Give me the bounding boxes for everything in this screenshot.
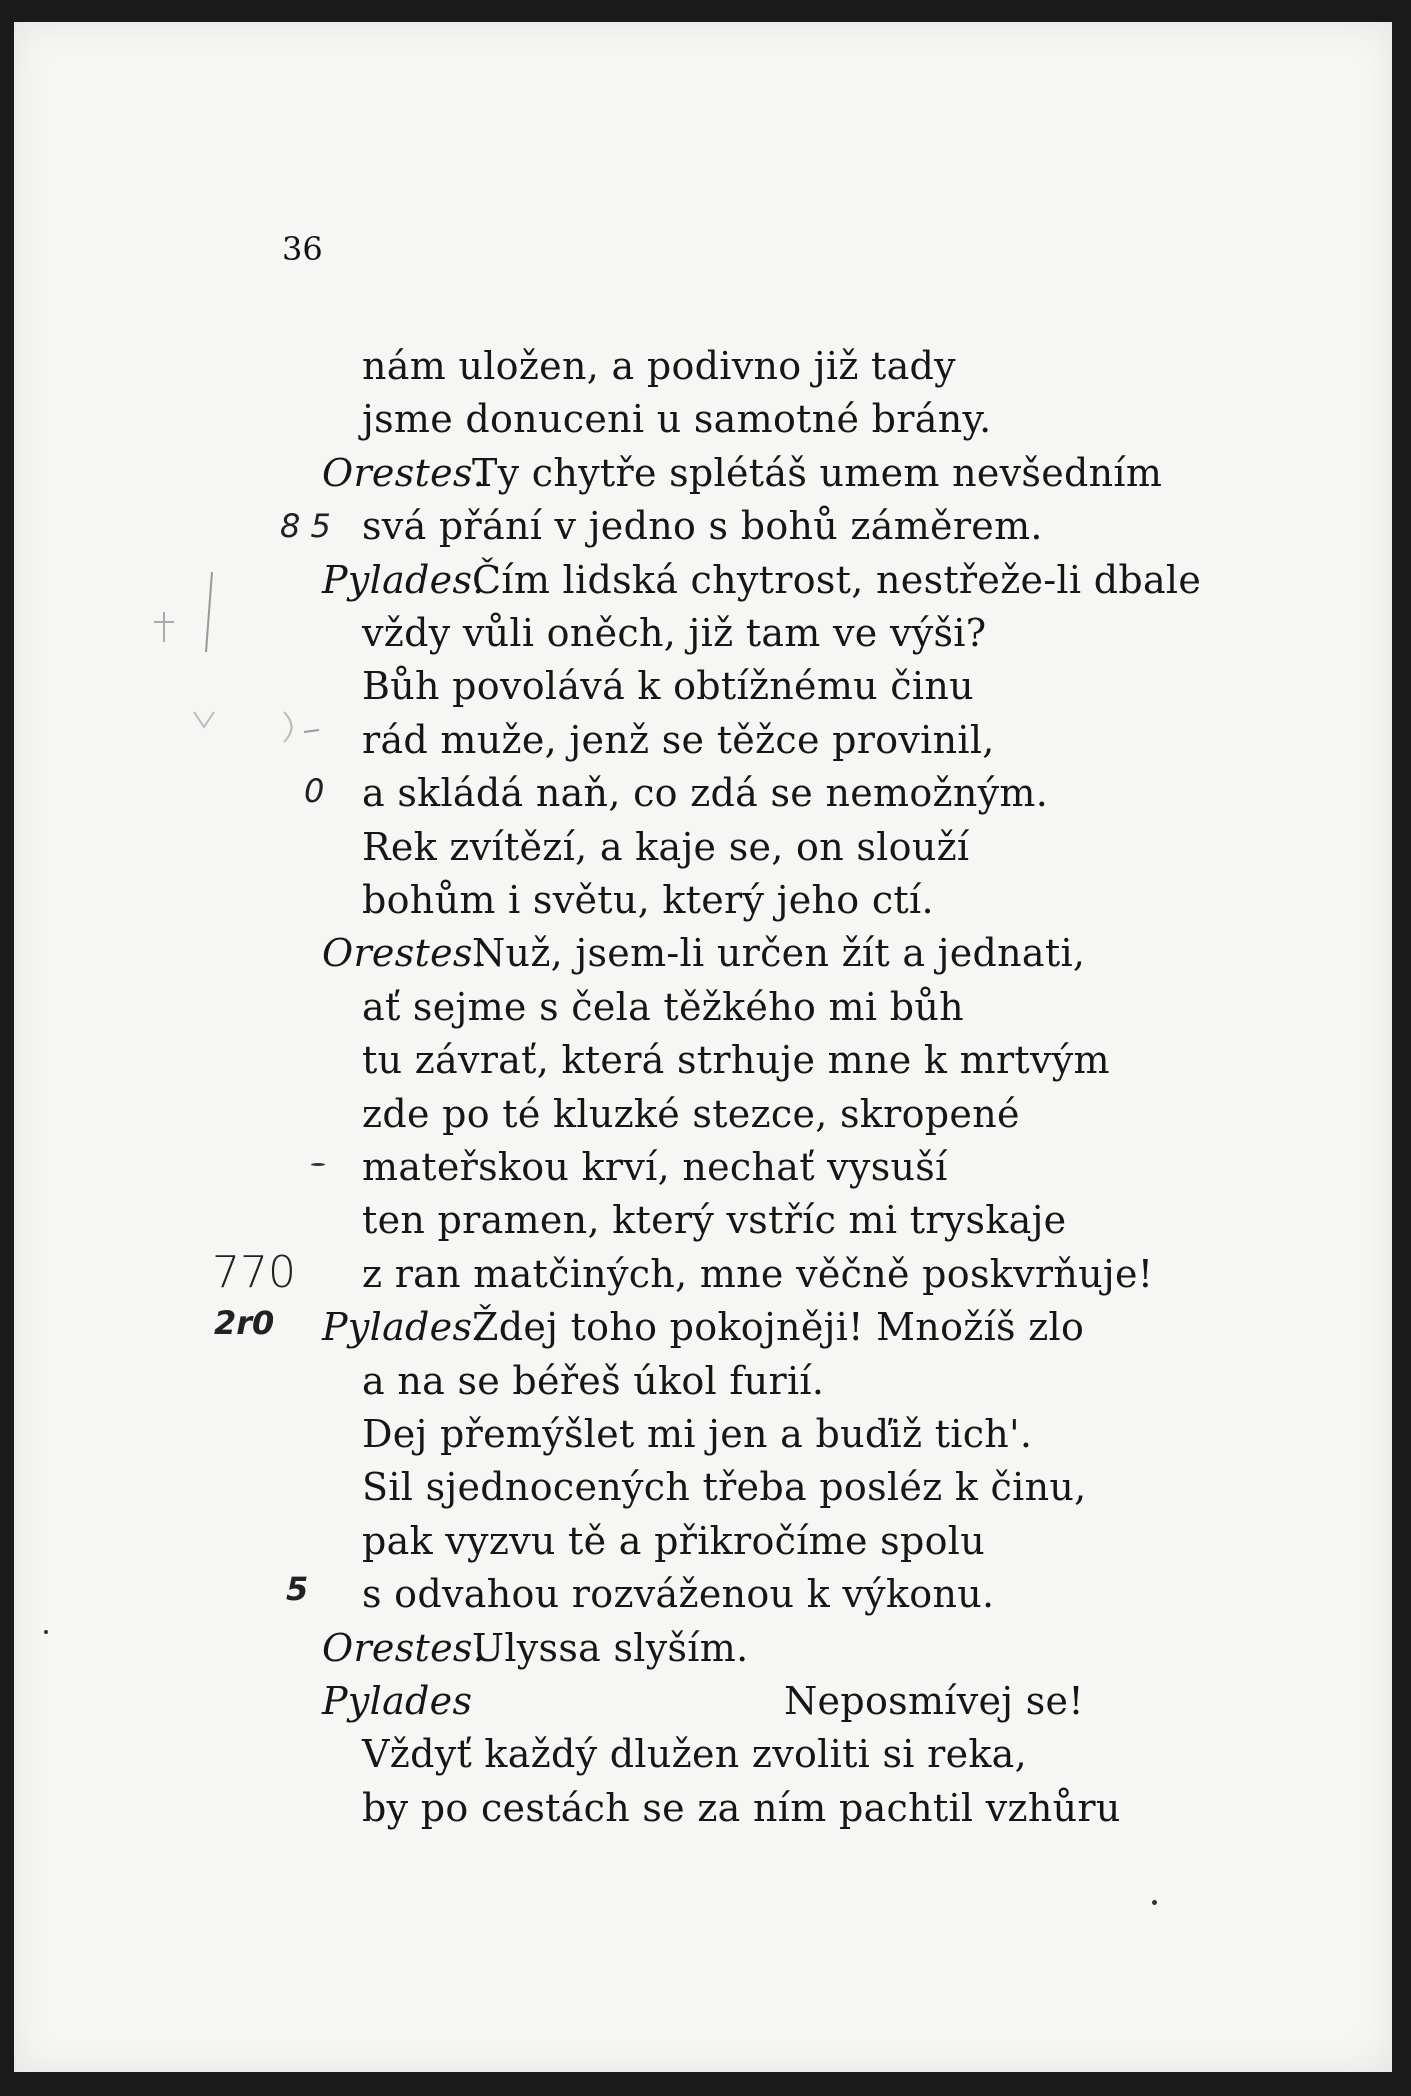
verse-line: s odvahou rozváženou k výkonu. xyxy=(362,1572,995,1617)
verse-line: by po cestách se za ním pachtil vzhůru xyxy=(362,1785,1121,1830)
speaker-label: Pylades. xyxy=(322,1305,485,1350)
verse-line: z ran matčiných, mne věčně poskvrňuje! xyxy=(362,1251,1154,1296)
pencil-marks xyxy=(134,562,334,762)
verse-line: ten pramen, který vstříc mi tryskaje xyxy=(362,1198,1067,1243)
margin-note-1: 8 5 xyxy=(280,507,331,545)
verse-line: Bůh povolává k obtížnému činu xyxy=(362,664,974,709)
margin-note-4: 2r0 xyxy=(214,1304,275,1342)
verse-line: jsme donuceni u samotné brány. xyxy=(362,397,992,442)
speck xyxy=(44,1630,48,1634)
verse-line: Rek zvítězí, a kaje se, on slouží xyxy=(362,824,970,869)
speaker-label: Orestes. xyxy=(322,931,486,976)
speaker-label: Pylades xyxy=(322,1679,473,1723)
verse-line: a na se béřeš úkol furií. xyxy=(362,1358,825,1403)
verse-line: Sil sjednocených třeba posléz k činu, xyxy=(362,1465,1087,1510)
verse-line: mateřskou krví, nechať vysuší xyxy=(362,1145,948,1189)
verse-line: a skládá naň, co zdá se nemožným. xyxy=(362,771,1049,816)
verse-line: pak vyzvu tě a přikročíme spolu xyxy=(362,1518,986,1563)
verse-line: Vždyť každý dlužen zvoliti si reka, xyxy=(362,1732,1028,1777)
speck xyxy=(311,1163,325,1166)
verse-line: Dej přemýšlet mi jen a buďiž tich'. xyxy=(362,1412,1033,1456)
verse-line: svá přání v jedno s bohů záměrem. xyxy=(362,504,1043,549)
verse-line: nám uložen, a podivno již tady xyxy=(362,344,956,388)
verse-line: Ulyssa slyším. xyxy=(472,1625,749,1670)
verse-line: Ty chytře splétáš umem nevšedním xyxy=(472,450,1163,495)
verse-line: rád muže, jenž se těžce provinil, xyxy=(362,717,995,762)
speaker-label: Orestes. xyxy=(322,450,486,495)
book-page xyxy=(14,22,1392,2072)
margin-note-3: 770 xyxy=(212,1247,296,1298)
verse-line-continuation: Neposmívej se! xyxy=(784,1679,1084,1723)
speck xyxy=(1152,1900,1157,1905)
verse-line: Čím lidská chytrost, nestřeže-li dbale xyxy=(472,557,1202,602)
margin-note-5: 5 xyxy=(286,1570,309,1608)
speaker-label: Pylades. xyxy=(322,557,485,602)
verse-line: Ždej toho pokojněji! Množíš zlo xyxy=(472,1305,1085,1350)
speaker-label: Orestes. xyxy=(322,1625,486,1670)
verse-line: Nuž, jsem-li určen žít a jednati, xyxy=(472,931,1086,976)
page-number: 36 xyxy=(282,230,323,268)
verse-line: bohům i světu, který jeho ctí. xyxy=(362,878,934,922)
verse-line: vždy vůli oněch, již tam ve výši? xyxy=(362,611,987,655)
verse-line: ať sejme s čela těžkého mi bůh xyxy=(362,984,964,1029)
verse-line: zde po té kluzké stezce, skropené xyxy=(362,1091,1020,1136)
margin-note-2: 0 xyxy=(304,772,325,810)
verse-line: tu závrať, která strhuje mne k mrtvým xyxy=(362,1038,1110,1083)
